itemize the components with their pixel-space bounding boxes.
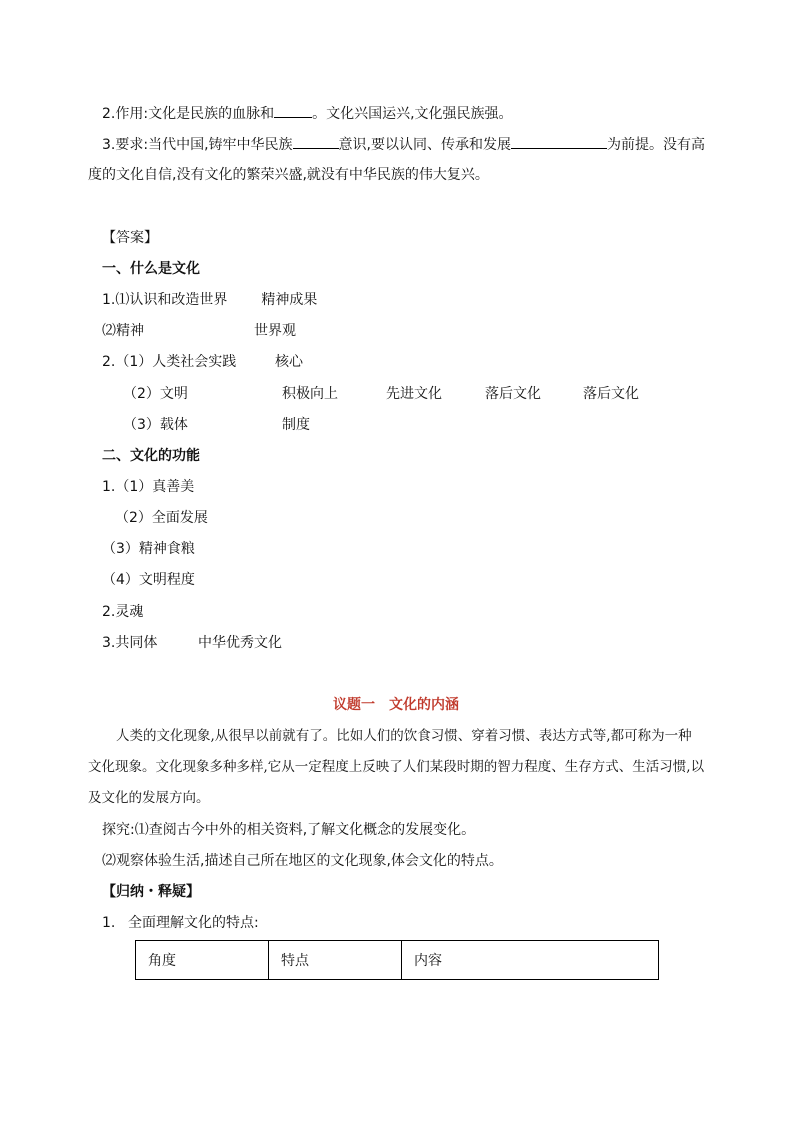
answer-text: （2）文明	[123, 386, 188, 402]
item-2-text-a: 2.作用:文化是民族的血脉和	[102, 106, 275, 122]
item-2-text-b: 。文化兴国运兴,文化强民族强。	[312, 106, 513, 122]
table-header-row	[136, 941, 659, 980]
answer-text: 2.（1）人类社会实践	[102, 354, 237, 370]
table-header-cell: 特点	[269, 941, 402, 980]
item-3-requirement	[102, 134, 705, 155]
inquiry-question: 探究:⑴查阅古今中外的相关资料,了解文化概念的发展变化。	[102, 822, 476, 838]
answer-text: （3）载体	[123, 417, 188, 433]
topic-paragraph-line: 文化现象。文化现象多种多样,它从一定程度上反映了人们某段时期的智力程度、生存方式、生活习惯,以	[88, 759, 705, 775]
answer-text: 落后文化	[485, 386, 541, 402]
answer-text: 先进文化	[386, 386, 442, 402]
answer-text: 3.共同体	[102, 635, 158, 651]
fill-blank[interactable]	[511, 134, 607, 149]
fill-blank[interactable]	[274, 103, 312, 118]
answer-text: 制度	[282, 417, 310, 433]
item-2-function	[102, 103, 513, 124]
answers-part1-title: 一、什么是文化	[102, 261, 200, 277]
answer-line	[102, 352, 236, 372]
item-3-text-c: 为前提。没有高	[606, 137, 705, 153]
answer-text: 核心	[275, 354, 303, 370]
answer-text: （4）文明程度	[102, 572, 195, 588]
answer-text: （2）全面发展	[115, 510, 208, 526]
answer-text: （3）精神食粮	[102, 541, 195, 557]
answer-text: ⑵精神	[102, 323, 144, 339]
list-number: 1.	[102, 915, 116, 931]
item-3-text-b: 意识,要以认同、传承和发展	[338, 137, 511, 153]
answer-line	[102, 321, 144, 341]
answer-text: 积极向上	[282, 386, 338, 402]
topic-paragraph-line: 及文化的发展方向。	[88, 790, 210, 806]
list-text: 全面理解文化的特点:	[128, 915, 259, 931]
answers-part2-title: 二、文化的功能	[102, 448, 200, 464]
table-header-cell: 角度	[136, 941, 269, 980]
answer-text: 2.灵魂	[102, 604, 144, 620]
answers-heading: 【答案】	[102, 230, 158, 246]
answer-text: 中华优秀文化	[198, 635, 282, 651]
topic-paragraph-line: 人类的文化现象,从很早以前就有了。比如人们的饮食习惯、穿着习惯、表达方式等,都可称为一种	[116, 728, 692, 744]
answer-text: 世界观	[254, 323, 296, 339]
table-header-cell: 内容	[402, 941, 659, 980]
topic-title: 议题一 文化的内涵	[333, 697, 459, 713]
item-3-continuation: 度的文化自信,没有文化的繁荣兴盛,就没有中华民族的伟大复兴。	[88, 167, 489, 183]
answer-line	[102, 290, 317, 310]
answer-text: 精神成果	[261, 292, 318, 308]
features-table	[135, 940, 659, 980]
answer-text: 落后文化	[583, 386, 639, 402]
answer-text: 1.⑴认识和改造世界	[102, 292, 228, 308]
inquiry-question: ⑵观察体验生活,描述自己所在地区的文化现象,体会文化的特点。	[102, 853, 503, 869]
summary-heading: 【归纳・释疑】	[102, 884, 200, 900]
fill-blank[interactable]	[293, 134, 339, 149]
item-3-text-a: 3.要求:当代中国,铸牢中华民族	[102, 137, 293, 153]
answer-text: 1.（1）真善美	[102, 479, 195, 495]
